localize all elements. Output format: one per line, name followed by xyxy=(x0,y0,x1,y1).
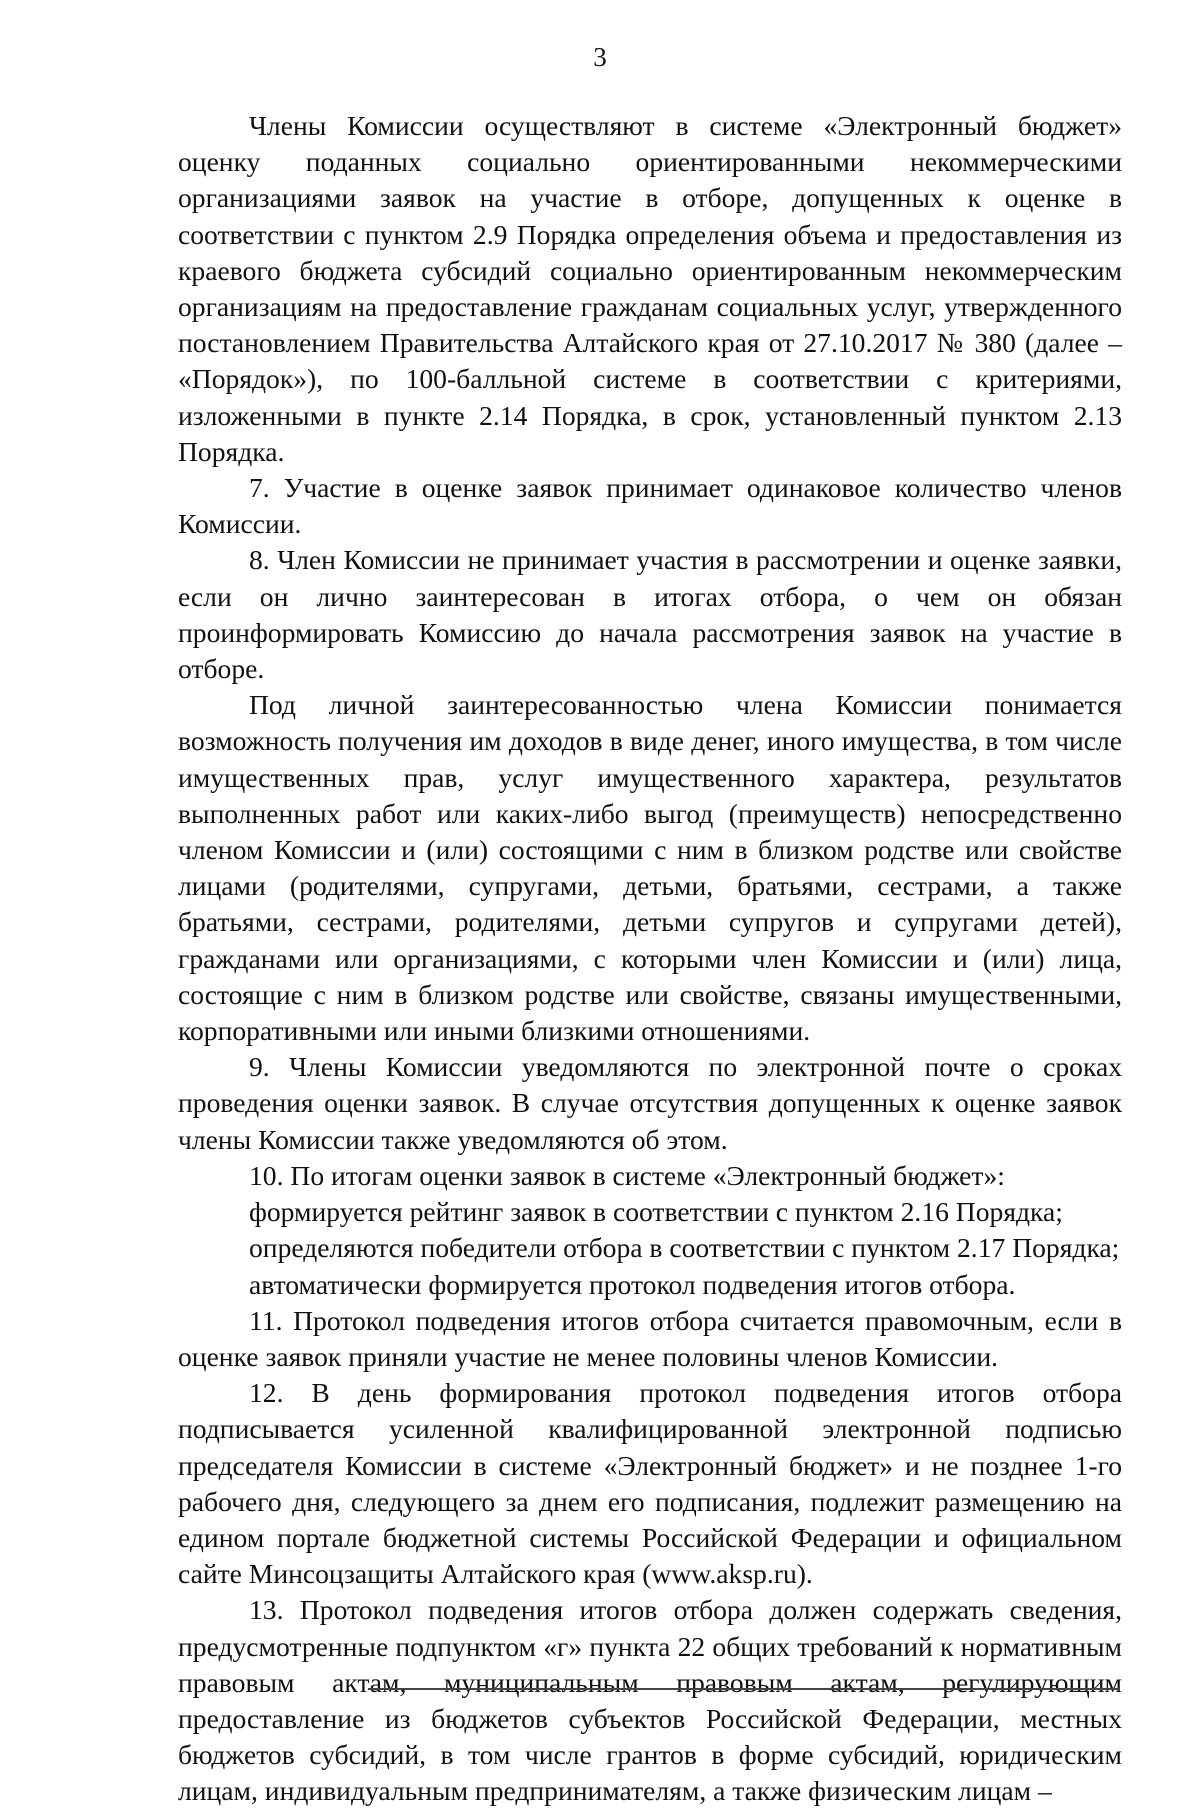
paragraph-commission-evaluation: Члены Комиссии осуществляют в системе «Электронный бюджет» оценку поданных социально ориентированными некоммерческими организациями заявок на участие в отборе, допущенных к оценке в соответствии с пунктом 2.9 Порядка определения объема и предоставления из краевого бюджета субсидий социально ориентированным некоммерческим организациям на предоставление гражданам социальных услуг, утвержденного постановлением Правительства Алтайского края от 27.10.2017 № 380 (далее – «Порядок»), по 100-балльной системе в соответствии с критериями, изложенными в пункте 2.14 Порядка, в срок, установленный пунктом 2.13 Порядка. xyxy=(178,110,1122,467)
paragraph-personal-interest: Под личной заинтересованностью члена Комиссии понимается возможность получения им доходов в виде денег, иного имущества, в том числе имущественных прав, услуг имущественного характера, результатов выполненных работ или каких-либо выгод (преимуществ) непосредственно членом Комиссии и (или) состоящими с ним в близком родстве или свойстве лицами (родителями, супругами, детьми, братьями, сестрами, а также братьями, сестрами, родителями, детьми супругов и супругами детей), гражданами или организациями, с которыми член Комиссии и (или) лица, состоящие с ним в близком родстве или свойстве, связаны имущественными, корпоративными или иными близкими отношениями. xyxy=(178,689,1122,1047)
list-line-winners: определяются победители отбора в соответствии с пунктом 2.17 Порядка; xyxy=(249,1232,1120,1264)
paragraph-item-11: 11. Протокол подведения итогов отбора считается правомочным, если в оценке заявок приняли участие не менее половины членов Комиссии. xyxy=(178,1304,1122,1372)
bottom-scan-rule xyxy=(368,1688,1120,1690)
paragraph-item-8: 8. Член Комиссии не принимает участия в рассмотрении и оценке заявки, если он лично заинтересован в итогах отбора, о чем он обязан проинформировать Комиссию до начала рассмотрения заявок на участие в отборе. xyxy=(178,544,1122,685)
page-number: 3 xyxy=(593,42,607,72)
paragraph-item-12: 12. В день формирования протокол подведения итогов отбора подписывается усиленной квалифицированной электронной подписью председателя Комиссии в системе «Электронный бюджет» и не позднее 1-го рабочего дня, следующего за днем его подписания, подлежит размещению на едином портале бюджетной системы Российской Федерации и официальном сайте Минсоцзащиты Алтайского края (www.aksp.ru). xyxy=(178,1377,1122,1590)
paragraph-item-13: 13. Протокол подведения итогов отбора должен содержать сведения, предусмотренные подпунктом «г» пункта 22 общих требований к нормативным правовым актам, муниципальным правовым актам, регулирующим предоставление из бюджетов субъектов Российской Федерации, местных бюджетов субсидий, в том числе грантов в форме субсидий, юридическим лицам, индивидуальным предпринимателям, а также физическим лицам – xyxy=(178,1594,1122,1807)
paragraph-item-7: 7. Участие в оценке заявок принимает одинаковое количество членов Комиссии. xyxy=(178,472,1122,540)
paragraph-item-10: 10. По итогам оценки заявок в системе «Электронный бюджет»: xyxy=(249,1159,1005,1191)
document-body xyxy=(178,108,1122,1810)
list-line-rating: формируется рейтинг заявок в соответствии с пунктом 2.16 Порядка; xyxy=(249,1196,1063,1228)
list-line-protocol: автоматически формируется протокол подведения итогов отбора. xyxy=(249,1268,1016,1300)
paragraph-item-9: 9. Члены Комиссии уведомляются по электронной почте о сроках проведения оценки заявок. В случае отсутствия допущенных к оценке заявок члены Комиссии также уведомляются об этом. xyxy=(178,1051,1122,1155)
